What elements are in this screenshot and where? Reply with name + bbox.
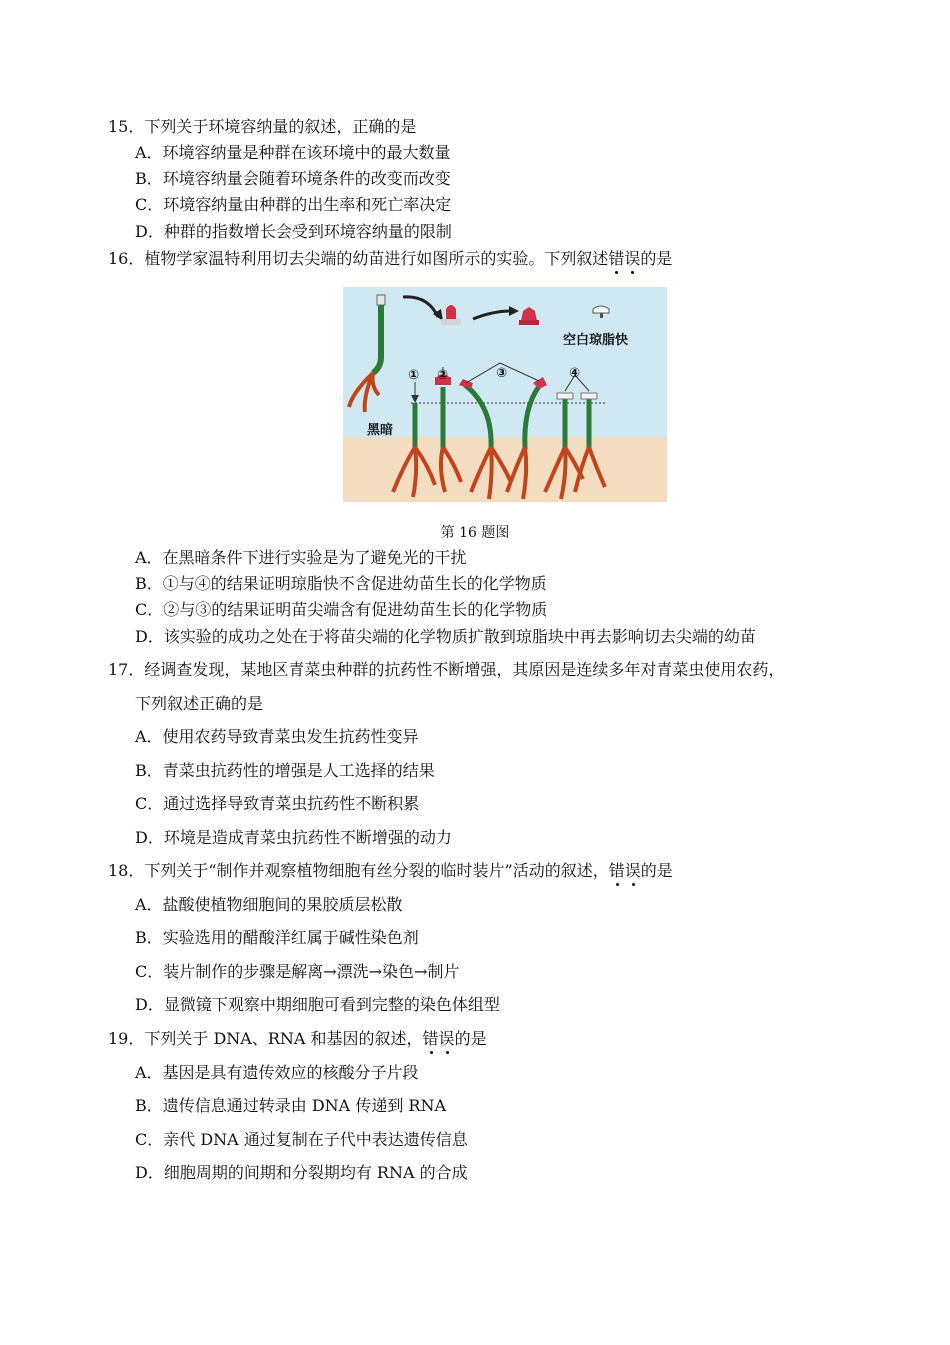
marker-1: ① bbox=[408, 368, 420, 383]
q18-option-d: D．显微镜下观察中期细胞可看到完整的染色体组型 bbox=[135, 995, 500, 1014]
question-17-stem-continued: 下列叙述正确的是 bbox=[135, 694, 264, 713]
question-16-stem: 16．植物学家温特利用切去尖端的幼苗进行如图所示的实验。下列叙述错误的是 bbox=[108, 249, 673, 268]
question-15-stem: 15．下列关于环境容纳量的叙述，正确的是 bbox=[108, 117, 417, 136]
q17-option-d: D．环境是造成青菜虫抗药性不断增强的动力 bbox=[135, 828, 452, 847]
emphasis-char: 误 bbox=[624, 861, 641, 880]
q15-option-b: B．环境容纳量会随着环境条件的改变而改变 bbox=[135, 169, 451, 188]
seedling-experiment-figure bbox=[343, 287, 667, 502]
q17-option-c: C．通过选择导致青菜虫抗药性不断积累 bbox=[135, 794, 420, 813]
emphasis-char: 误 bbox=[438, 1029, 455, 1048]
q15-option-a: A．环境容纳量是种群在该环境中的最大数量 bbox=[135, 143, 451, 162]
emphasis-char: 误 bbox=[624, 249, 641, 268]
q15-option-d: D．种群的指数增长会受到环境容纳量的限制 bbox=[135, 222, 452, 241]
emphasis-char: 错 bbox=[608, 861, 625, 880]
q19-option-c: C．亲代 DNA 通过复制在子代中表达遗传信息 bbox=[135, 1130, 468, 1149]
q18-option-a: A．盐酸使植物细胞间的果胶质层松散 bbox=[135, 895, 403, 914]
figure-drawing bbox=[343, 287, 667, 502]
dark-label: 黑暗 bbox=[367, 423, 394, 438]
question-17-stem: 17．经调查发现，某地区青菜虫种群的抗药性不断增强，其原因是连续多年对青菜虫使用农药， bbox=[108, 660, 785, 679]
question-18-stem: 18．下列关于“制作并观察植物细胞有丝分裂的临时装片”活动的叙述，错误的是 bbox=[108, 861, 673, 880]
emphasis-char: 错 bbox=[422, 1029, 439, 1048]
q16-option-b: B．①与④的结果证明琼脂快不含促进幼苗生长的化学物质 bbox=[135, 574, 547, 593]
marker-2: ② bbox=[437, 368, 449, 383]
q17-option-a: A．使用农药导致青菜虫发生抗药性变异 bbox=[135, 727, 419, 746]
q15-option-c: C．环境容纳量由种群的出生率和死亡率决定 bbox=[135, 195, 452, 214]
q17-option-b: B．青菜虫抗药性的增强是人工选择的结果 bbox=[135, 761, 435, 780]
emphasis-char: 错 bbox=[608, 249, 625, 268]
emphasis-word bbox=[609, 861, 641, 880]
q16-option-a: A．在黑暗条件下进行实验是为了避免光的干扰 bbox=[135, 548, 467, 567]
marker-4: ④ bbox=[569, 366, 581, 381]
q16-option-c: C．②与③的结果证明苗尖端含有促进幼苗生长的化学物质 bbox=[135, 600, 548, 619]
q18-option-b: B．实验选用的醋酸洋红属于碱性染色剂 bbox=[135, 928, 419, 947]
marker-3: ③ bbox=[496, 366, 508, 381]
emphasis-word bbox=[608, 249, 640, 268]
q19-option-a: A．基因是具有遗传效应的核酸分子片段 bbox=[135, 1063, 419, 1082]
q19-option-d: D．细胞周期的间期和分裂期均有 RNA 的合成 bbox=[135, 1163, 468, 1182]
q16-option-d: D．该实验的成功之处在于将苗尖端的化学物质扩散到琼脂块中再去影响切去尖端的幼苗 bbox=[135, 627, 756, 646]
q18-option-c: C．装片制作的步骤是解离→漂洗→染色→制片 bbox=[135, 962, 460, 981]
emphasis-word bbox=[423, 1029, 455, 1048]
figure-caption: 第 16 题图 bbox=[440, 525, 510, 541]
q19-option-b: B．遗传信息通过转录由 DNA 传递到 RNA bbox=[135, 1096, 447, 1115]
blank-agar-label: 空白琼脂快 bbox=[563, 333, 629, 348]
question-19-stem: 19．下列关于 DNA、RNA 和基因的叙述，错误的是 bbox=[108, 1029, 487, 1048]
